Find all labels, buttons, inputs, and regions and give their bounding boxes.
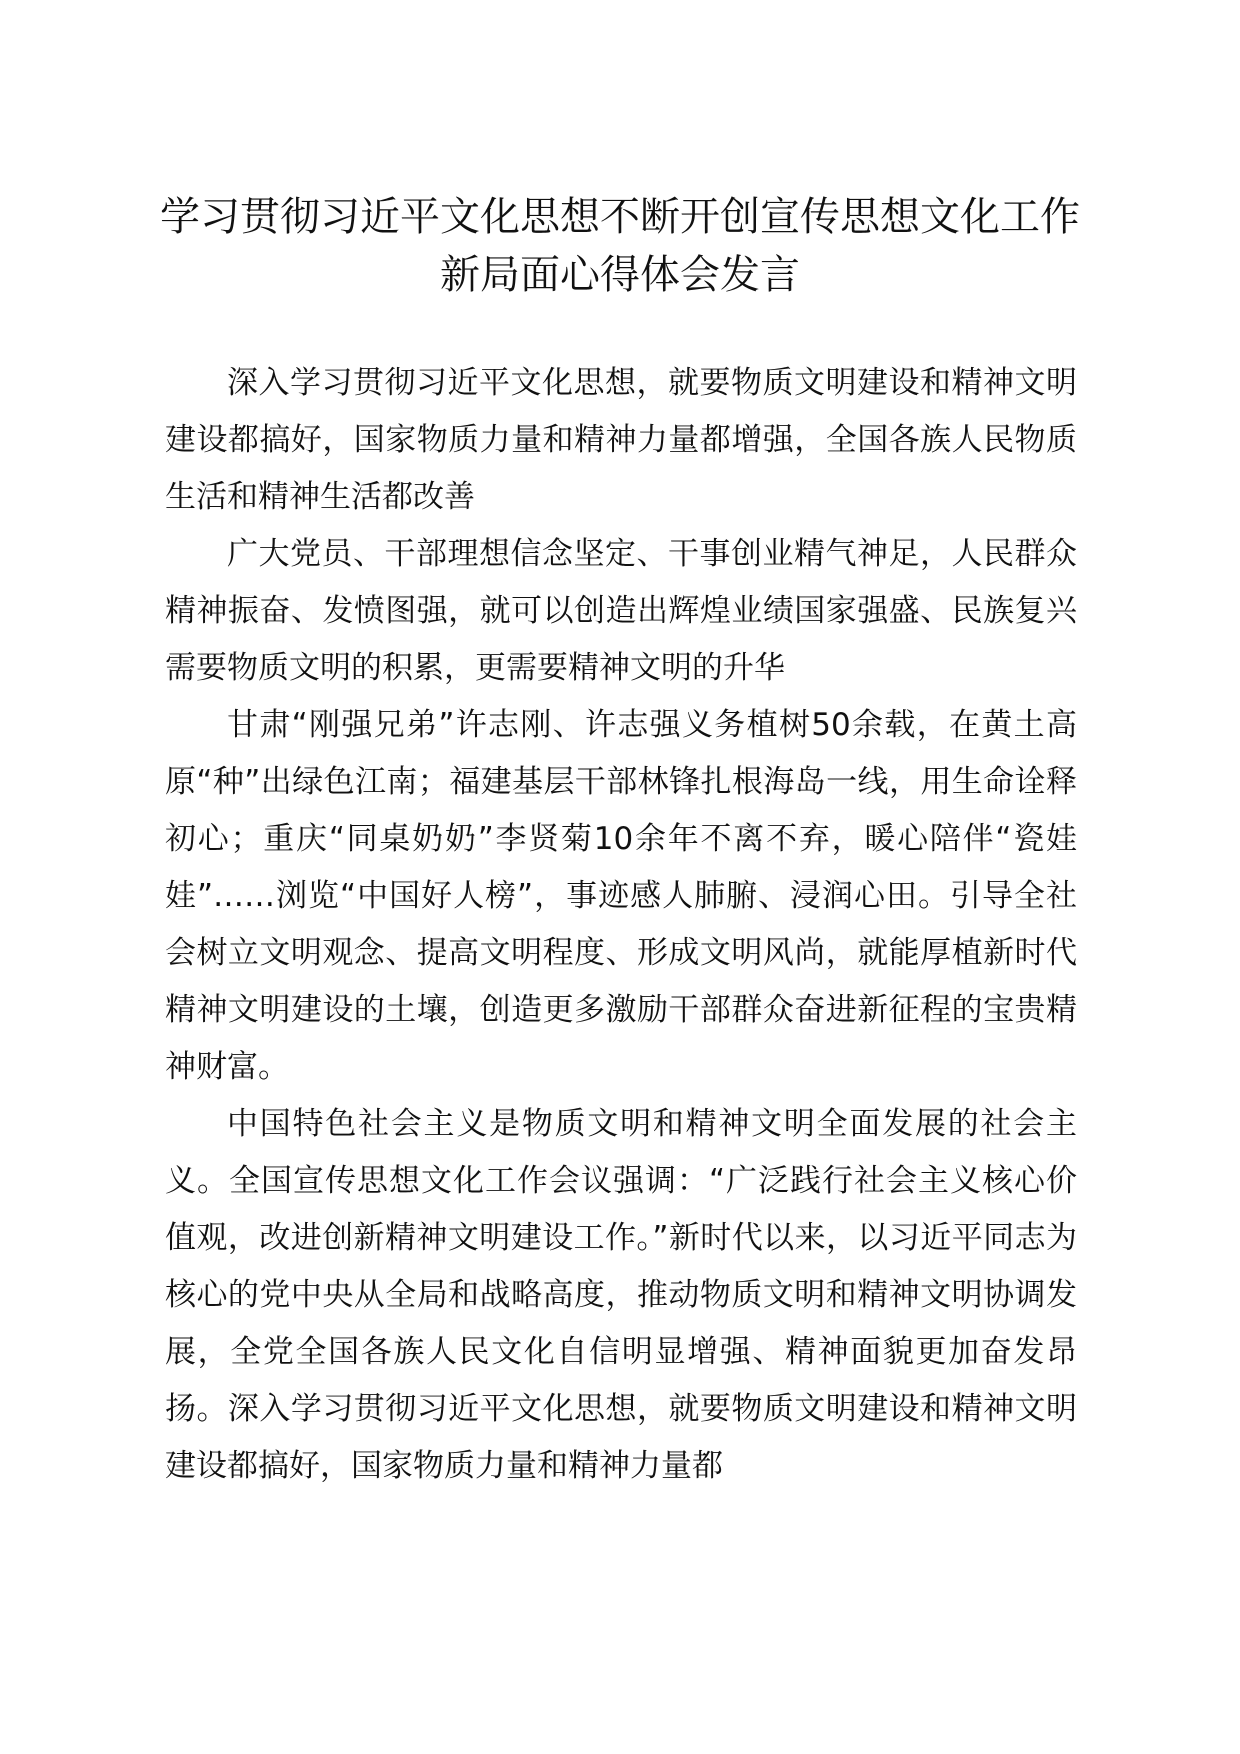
paragraph-3: 甘肃“刚强兄弟”许志刚、许志强义务植树50余载，在黄土高原“种”出绿色江南；福建基层干部林锋扎根海岛一线，用生命诠释初心；重庆“同桌奶奶”李贤菊10余年不离不弃，暖心陪伴“瓷娃娃”……浏览“中国好人榜”，事迹感人肺腑、浸润心田。引导全社会树立文明观念、提高文明程度、形成文明风尚，就能厚植新时代精神文明建设的土壤，创造更多激励干部群众奋进新征程的宝贵精神财富。 xyxy=(165,707,1077,1085)
paragraph-2: 广大党员、干部理想信念坚定、干事创业精气神足，人民群众精神振奋、发愤图强，就可以创造出辉煌业绩国家强盛、民族复兴需要物质文明的积累，更需要精神文明的升华 xyxy=(165,536,1077,686)
document-body xyxy=(165,355,1077,1495)
document-title: 学习贯彻习近平文化思想不断开创宣传思想文化工作新局面心得体会发言 xyxy=(160,194,1080,298)
paragraph-1: 深入学习贯彻习近平文化思想，就要物质文明建设和精神文明建设都搞好，国家物质力量和精神力量都增强，全国各族人民物质生活和精神生活都改善 xyxy=(165,365,1077,515)
paragraph-4: 中国特色社会主义是物质文明和精神文明全面发展的社会主义。全国宣传思想文化工作会议强调：“广泛践行社会主义核心价值观，改进创新精神文明建设工作。”新时代以来，以习近平同志为核心的党中央从全局和战略高度，推动物质文明和精神文明协调发展，全党全国各族人民文化自信明显增强、精神面貌更加奋发昂扬。深入学习贯彻习近平文化思想，就要物质文明建设和精神文明建设都搞好，国家物质力量和精神力量都 xyxy=(165,1106,1077,1484)
